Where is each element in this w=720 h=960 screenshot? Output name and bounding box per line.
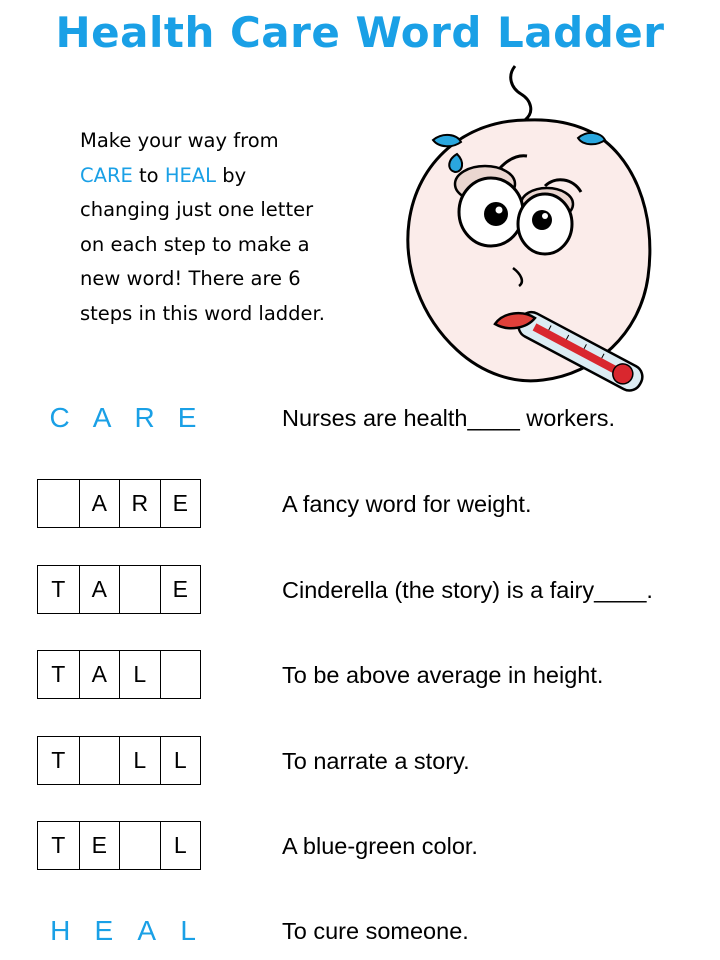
letter-cell: A [92,402,112,433]
ladder-step-6 [0,821,720,871]
clue-text: A fancy word for weight. [282,491,532,517]
instructions-line-3: changing just one letter [80,198,314,221]
start-word-display [38,393,208,443]
letter-cell: L [119,737,160,784]
letter-cell: E [79,822,120,869]
clue-text: To cure someone. [282,918,469,944]
sick-face-with-thermometer-icon [395,62,660,392]
letter-cell: T [51,832,66,858]
letter-cell: L [180,915,196,946]
blank-letter-cell[interactable] [119,566,160,613]
clue-text: To narrate a story. [282,748,470,774]
letter-cell: A [79,566,120,613]
letter-grid [37,736,201,785]
letter-grid [37,479,201,528]
letter-cell: T [51,661,66,687]
end-word: HEAL [164,163,216,187]
clue-text: Cinderella (the story) is a fairy____. [282,577,653,603]
instructions-line-1: Make your way from [80,129,279,152]
instructions-line-4: on each step to make a [80,232,310,256]
blank-letter-cell[interactable] [38,480,79,527]
letter-cell: E [160,480,201,527]
letter-cell: T [51,747,66,773]
clue-text: To be above average in height. [282,662,604,688]
ladder-step-4 [0,650,720,700]
instructions-line-6: steps in this word ladder. [80,301,325,325]
letter-cell: A [79,651,120,698]
letter-cell: H [50,915,71,946]
letter-grid [37,821,201,870]
ladder-step-7 [0,906,720,956]
letter-cell: L [160,737,201,784]
letter-cell: A [79,480,120,527]
instructions-by: by [216,163,247,187]
end-word-display [38,906,208,956]
letter-cell: E [94,915,114,946]
page-title: Health Care Word Ladder [55,8,665,57]
letter-cell: R [134,402,155,433]
letter-grid [37,565,201,614]
ladder-step-3 [0,565,720,615]
blank-letter-cell[interactable] [79,737,120,784]
ladder-step-5 [0,736,720,786]
letter-cell: T [51,576,66,602]
blank-letter-cell[interactable] [160,651,201,698]
letter-cell: L [160,822,201,869]
letter-cell: R [119,480,160,527]
letter-cell: L [119,651,160,698]
clue-text: A blue-green color. [282,833,478,859]
letter-cell: E [160,566,201,613]
letter-grid [37,650,201,699]
letter-cell: C [49,402,70,433]
instructions-line-5: new word! There are 6 [80,267,301,290]
instructions-line-2 [80,159,380,194]
ladder-step-2 [0,479,720,529]
blank-letter-cell[interactable] [119,822,160,869]
ladder-step-1 [0,393,720,443]
clue-text: Nurses are health____ workers. [282,405,616,431]
letter-cell: A [137,915,157,946]
instructions [80,124,380,331]
letter-cell: E [177,402,197,433]
start-word: CARE [80,163,133,187]
instructions-to: to [132,163,165,187]
